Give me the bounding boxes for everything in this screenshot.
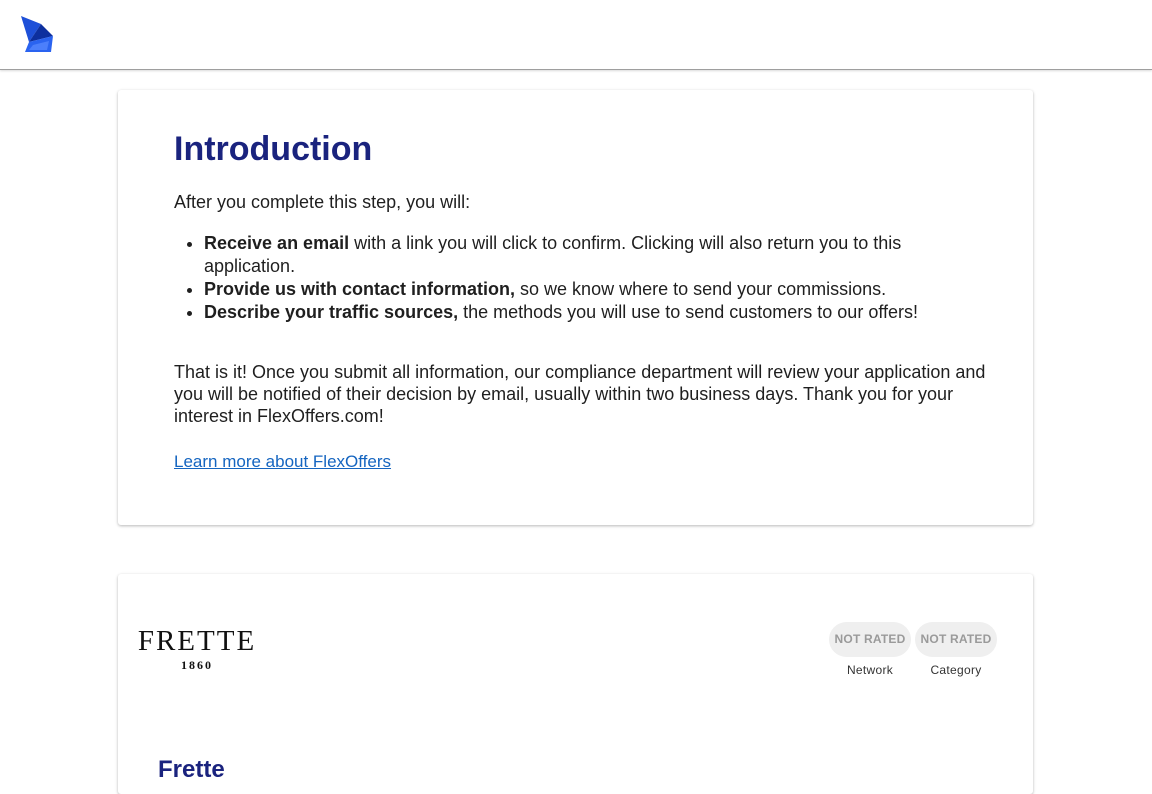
merchant-logo-year: 1860	[181, 658, 213, 672]
introduction-content	[174, 128, 986, 473]
page-title: Introduction	[174, 130, 373, 168]
learn-more-link[interactable]: Learn more about FlexOffers	[174, 452, 392, 471]
category-rating-badge: NOT RATED	[915, 622, 997, 657]
merchant-logo[interactable]	[136, 624, 258, 680]
list-item-bold: Provide us with contact information,	[204, 279, 516, 299]
top-bar	[0, 0, 1152, 70]
introduction-card	[118, 90, 1033, 525]
list-item	[204, 301, 986, 324]
list-item-text: the methods you will use to send customers to our offers!	[458, 302, 919, 322]
steps-list	[174, 232, 986, 324]
list-item	[204, 278, 986, 301]
list-item-bold: Receive an email	[204, 233, 350, 253]
merchant-card	[118, 574, 1033, 794]
network-rating	[828, 622, 912, 677]
merchant-logo-wordmark: FRETTE	[137, 625, 257, 657]
merchant-name: Frette	[158, 756, 225, 783]
list-item-bold: Describe your traffic sources,	[204, 302, 459, 322]
network-rating-label: Network	[846, 663, 894, 677]
intro-body: That is it! Once you submit all information, our compliance department will review your application and you will be notified of their decision by email, usually within two business days. Thank you for your interest in FlexOffers.com!	[174, 362, 986, 426]
intro-lead: After you complete this step, you will:	[174, 192, 471, 212]
category-rating-label: Category	[930, 663, 982, 677]
network-rating-badge: NOT RATED	[829, 622, 911, 657]
list-item	[204, 232, 986, 278]
list-item-text: with a link you will click to confirm. Clicking will also return you to this application.	[204, 233, 902, 276]
list-item-text: so we know where to send your commissions.	[515, 279, 887, 299]
category-rating	[914, 622, 998, 677]
flexoffers-logo-icon[interactable]	[19, 14, 55, 54]
